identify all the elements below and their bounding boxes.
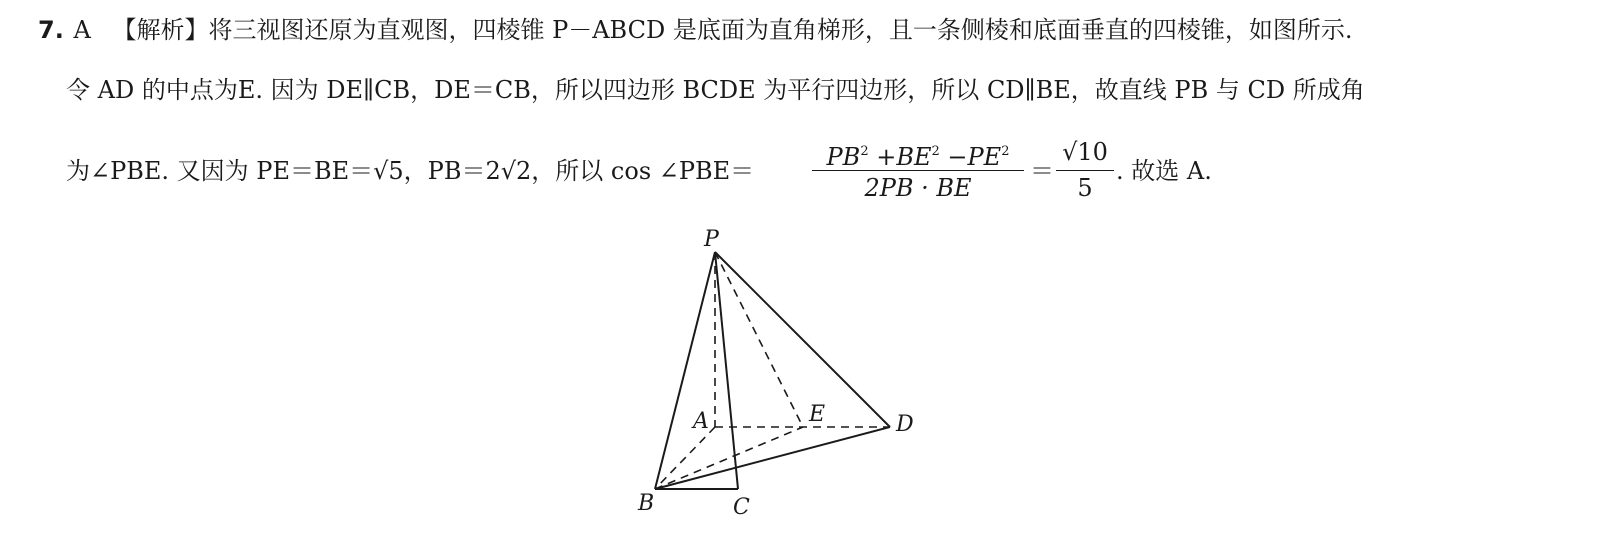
cosine-fraction-denominator: 2PB · BE xyxy=(864,174,972,202)
result-fraction-denominator: 5 xyxy=(1077,174,1093,202)
result-fraction-numerator: √10 xyxy=(1062,138,1108,166)
edge-PC xyxy=(715,252,738,489)
line-3-prefix: 为∠PBE. 又因为 PE＝BE＝√5，PB＝2√2，所以 cos ∠PBE＝ xyxy=(66,157,755,185)
question-number: 7. xyxy=(38,16,64,44)
answer-letter: A xyxy=(73,16,91,44)
edge-AB xyxy=(655,427,715,489)
cosine-fraction-numerator: $PB^2 +BE^2 -PE^2$ xyxy=(826,143,1010,171)
analysis-tag: 【解析】 xyxy=(112,16,209,44)
solution-line-1 xyxy=(38,15,1353,45)
result-fraction xyxy=(1056,137,1114,203)
edge-PE xyxy=(715,252,803,427)
cosine-fraction xyxy=(812,137,1024,203)
edge-PB xyxy=(655,252,715,489)
vertex-label-B: B xyxy=(638,491,655,516)
fraction-bar xyxy=(812,170,1024,171)
line-1-text: 将三视图还原为直观图，四棱锥 P－ABCD 是底面为直角梯形，且一条侧棱和底面垂直的四棱锥，如图所示. xyxy=(208,16,1353,44)
fraction-bar xyxy=(1056,170,1114,171)
pyramid-diagram xyxy=(620,222,940,522)
edge-BD xyxy=(655,427,890,489)
edge-BE xyxy=(655,427,803,489)
solution-line-3 xyxy=(66,156,754,186)
equals-sign: ＝ xyxy=(1030,157,1054,185)
vertex-label-P: P xyxy=(704,227,719,252)
solution-line-2 xyxy=(66,75,1365,105)
pyramid-figure xyxy=(620,222,940,522)
vertex-label-E: E xyxy=(809,402,826,427)
vertex-label-A: A xyxy=(693,409,709,434)
vertex-label-C: C xyxy=(733,495,750,520)
vertex-label-D: D xyxy=(896,412,914,437)
line-2-text: 令 AD 的中点为E. 因为 DE∥CB，DE＝CB，所以四边形 BCDE 为平行四边形，所以 CD∥BE，故直线 PB 与 CD 所成角 xyxy=(66,76,1365,104)
edge-PD xyxy=(715,252,890,427)
line-3-suffix: . 故选 A. xyxy=(1116,157,1212,185)
